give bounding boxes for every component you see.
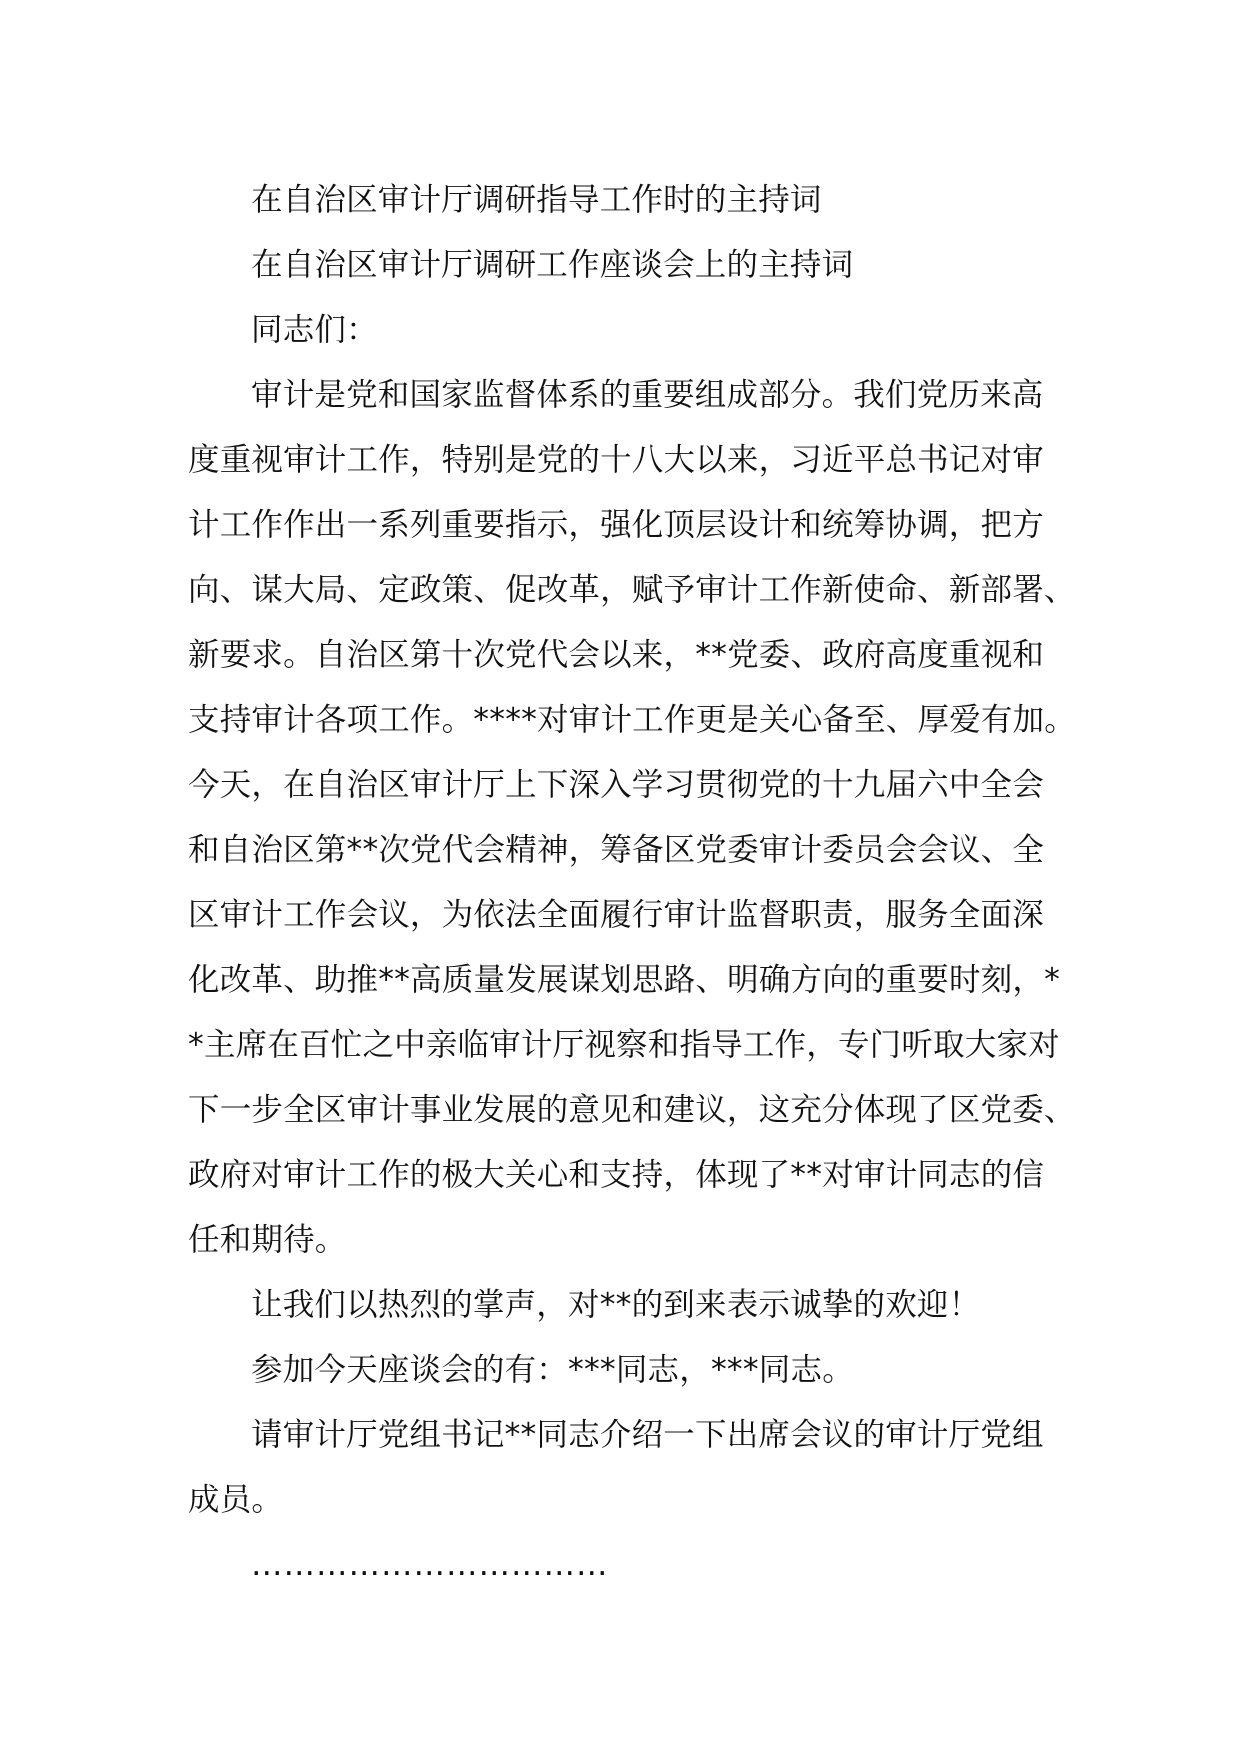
paragraph-1-line: 支持审计各项工作。****对审计工作更是关心备至、厚爱有加。 bbox=[188, 702, 1077, 738]
paragraph-1-line: 下一步全区审计事业发展的意见和建议，这充分体现了区党委、 bbox=[188, 1092, 1076, 1128]
paragraph-3: 参加今天座谈会的有：***同志，***同志。 bbox=[251, 1352, 854, 1388]
paragraph-1-line: *主席在百忙之中亲临审计厅视察和指导工作，专门听取大家对 bbox=[188, 1027, 1060, 1063]
salutation: 同志们： bbox=[251, 312, 378, 348]
document-title-1: 在自治区审计厅调研指导工作时的主持词 bbox=[251, 182, 822, 218]
paragraph-1 bbox=[188, 363, 1077, 1273]
paragraph-1-line: 度重视审计工作，特别是党的十八大以来，习近平总书记对审 bbox=[188, 442, 1044, 478]
paragraph-1-line: 化改革、助推**高质量发展谋划思路、明确方向的重要时刻，* bbox=[188, 962, 1061, 998]
ellipsis: …………………………… bbox=[251, 1547, 609, 1583]
paragraph-1-line: 新要求。自治区第十次党代会以来，**党委、政府高度重视和 bbox=[188, 637, 1045, 673]
paragraph-4 bbox=[188, 1403, 1068, 1533]
paragraph-1-line: 向、谋大局、定政策、促改革，赋予审计工作新使命、新部署、 bbox=[188, 572, 1076, 608]
paragraph-1-line: 审计是党和国家监督体系的重要组成部分。我们党历来高 bbox=[251, 377, 1044, 413]
paragraph-1-line: 今天，在自治区审计厅上下深入学习贯彻党的十九届六中全会 bbox=[188, 767, 1044, 803]
document-page bbox=[188, 168, 1077, 1598]
paragraph-1-line: 计工作作出一系列重要指示，强化顶层设计和统筹协调，把方 bbox=[188, 507, 1044, 543]
paragraph-4-line: 请审计厅党组书记**同志介绍一下出席会议的审计厅党组 bbox=[251, 1417, 1044, 1453]
paragraph-4-line: 成员。 bbox=[188, 1482, 284, 1518]
paragraph-1-line: 区审计工作会议，为依法全面履行审计监督职责，服务全面深 bbox=[188, 897, 1044, 933]
paragraph-2: 让我们以热烈的掌声，对**的到来表示诚挚的欢迎！ bbox=[251, 1287, 981, 1323]
paragraph-1-line: 政府对审计工作的极大关心和支持，体现了**对审计同志的信 bbox=[188, 1157, 1045, 1193]
paragraph-1-line: 任和期待。 bbox=[188, 1222, 347, 1258]
paragraph-1-line: 和自治区第**次党代会精神，筹备区党委审计委员会会议、全 bbox=[188, 832, 1045, 868]
document-title-2: 在自治区审计厅调研工作座谈会上的主持词 bbox=[251, 247, 854, 283]
